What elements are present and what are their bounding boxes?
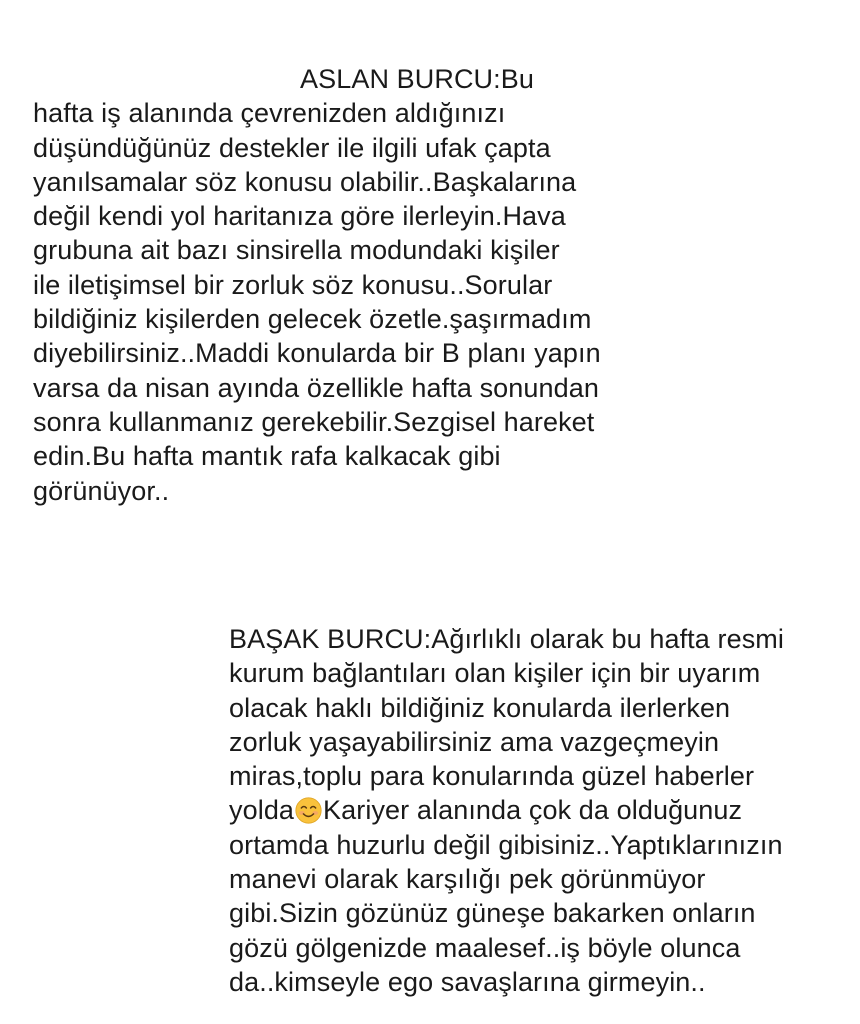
aslan-line-5: değil kendi yol haritanıza göre ilerleyin.Hava: [33, 201, 566, 232]
basak-line-2: kurum bağlantıları olan kişiler için bir uyarım: [229, 658, 761, 689]
aslan-line-7: ile iletişimsel bir zorluk söz konusu..Sorular: [33, 269, 553, 300]
aslan-line-12: edin.Bu hafta mantık rafa kalkacak gibi: [33, 441, 501, 472]
basak-line-9: gibi.Sizin gözünüz güneşe bakarken onların: [229, 898, 756, 929]
aslan-line-9: diyebilirsiniz..Maddi konularda bir B planı yapın: [33, 338, 601, 369]
aslan-line-11: sonra kullanmanız gerekebilir.Sezgisel hareket: [33, 406, 595, 437]
basak-line-5: miras,toplu para konularında güzel haberler: [229, 761, 755, 792]
smiling-face-emoji-icon: [295, 797, 322, 824]
basak-line-7: ortamda huzurlu değil gibisiniz..Yaptıklarınızın: [229, 829, 783, 860]
basak-line-11: da..kimseyle ego savaşlarına girmeyin..: [229, 966, 706, 997]
aslan-line-1: ASLAN BURCU:Bu: [300, 64, 534, 94]
basak-line-10: gözü gölgenizde maalesef..iş böyle olunca: [229, 932, 741, 963]
aslan-line-3: düşündüğünüz destekler ile ilgili ufak çapta: [33, 132, 551, 163]
aslan-line-13: görünüyor..: [33, 475, 170, 506]
aslan-line-2: hafta iş alanında çevrenizden aldığınızı: [33, 98, 506, 129]
aslan-line-10: varsa da nisan ayında özellikle hafta sonundan: [33, 372, 599, 403]
basak-line-6-after: Kariyer alanında çok da olduğunuz: [323, 795, 743, 826]
basak-line-6: [229, 793, 849, 827]
aslan-burcu-paragraph: [0, 62, 860, 508]
aslan-line-4: yanılsamalar söz konusu olabilir..Başkalarına: [33, 166, 577, 197]
basak-burcu-paragraph: [229, 622, 849, 999]
aslan-line-6: grubuna ait bazı sinsirella modundaki kişiler: [33, 235, 560, 266]
basak-line-1: BAŞAK BURCU:Ağırlıklı olarak bu hafta resmi: [229, 624, 784, 654]
basak-line-4: zorluk yaşayabilirsiniz ama vazgeçmeyin: [229, 726, 720, 757]
basak-line-3: olacak haklı bildiğiniz konularda ilerlerken: [229, 692, 731, 723]
basak-line-6-before: yolda: [229, 795, 295, 826]
basak-line-8: manevi olarak karşılığı pek görünmüyor: [229, 864, 706, 895]
aslan-line-8: bildiğiniz kişilerden gelecek özetle.şaşırmadım: [33, 304, 592, 335]
